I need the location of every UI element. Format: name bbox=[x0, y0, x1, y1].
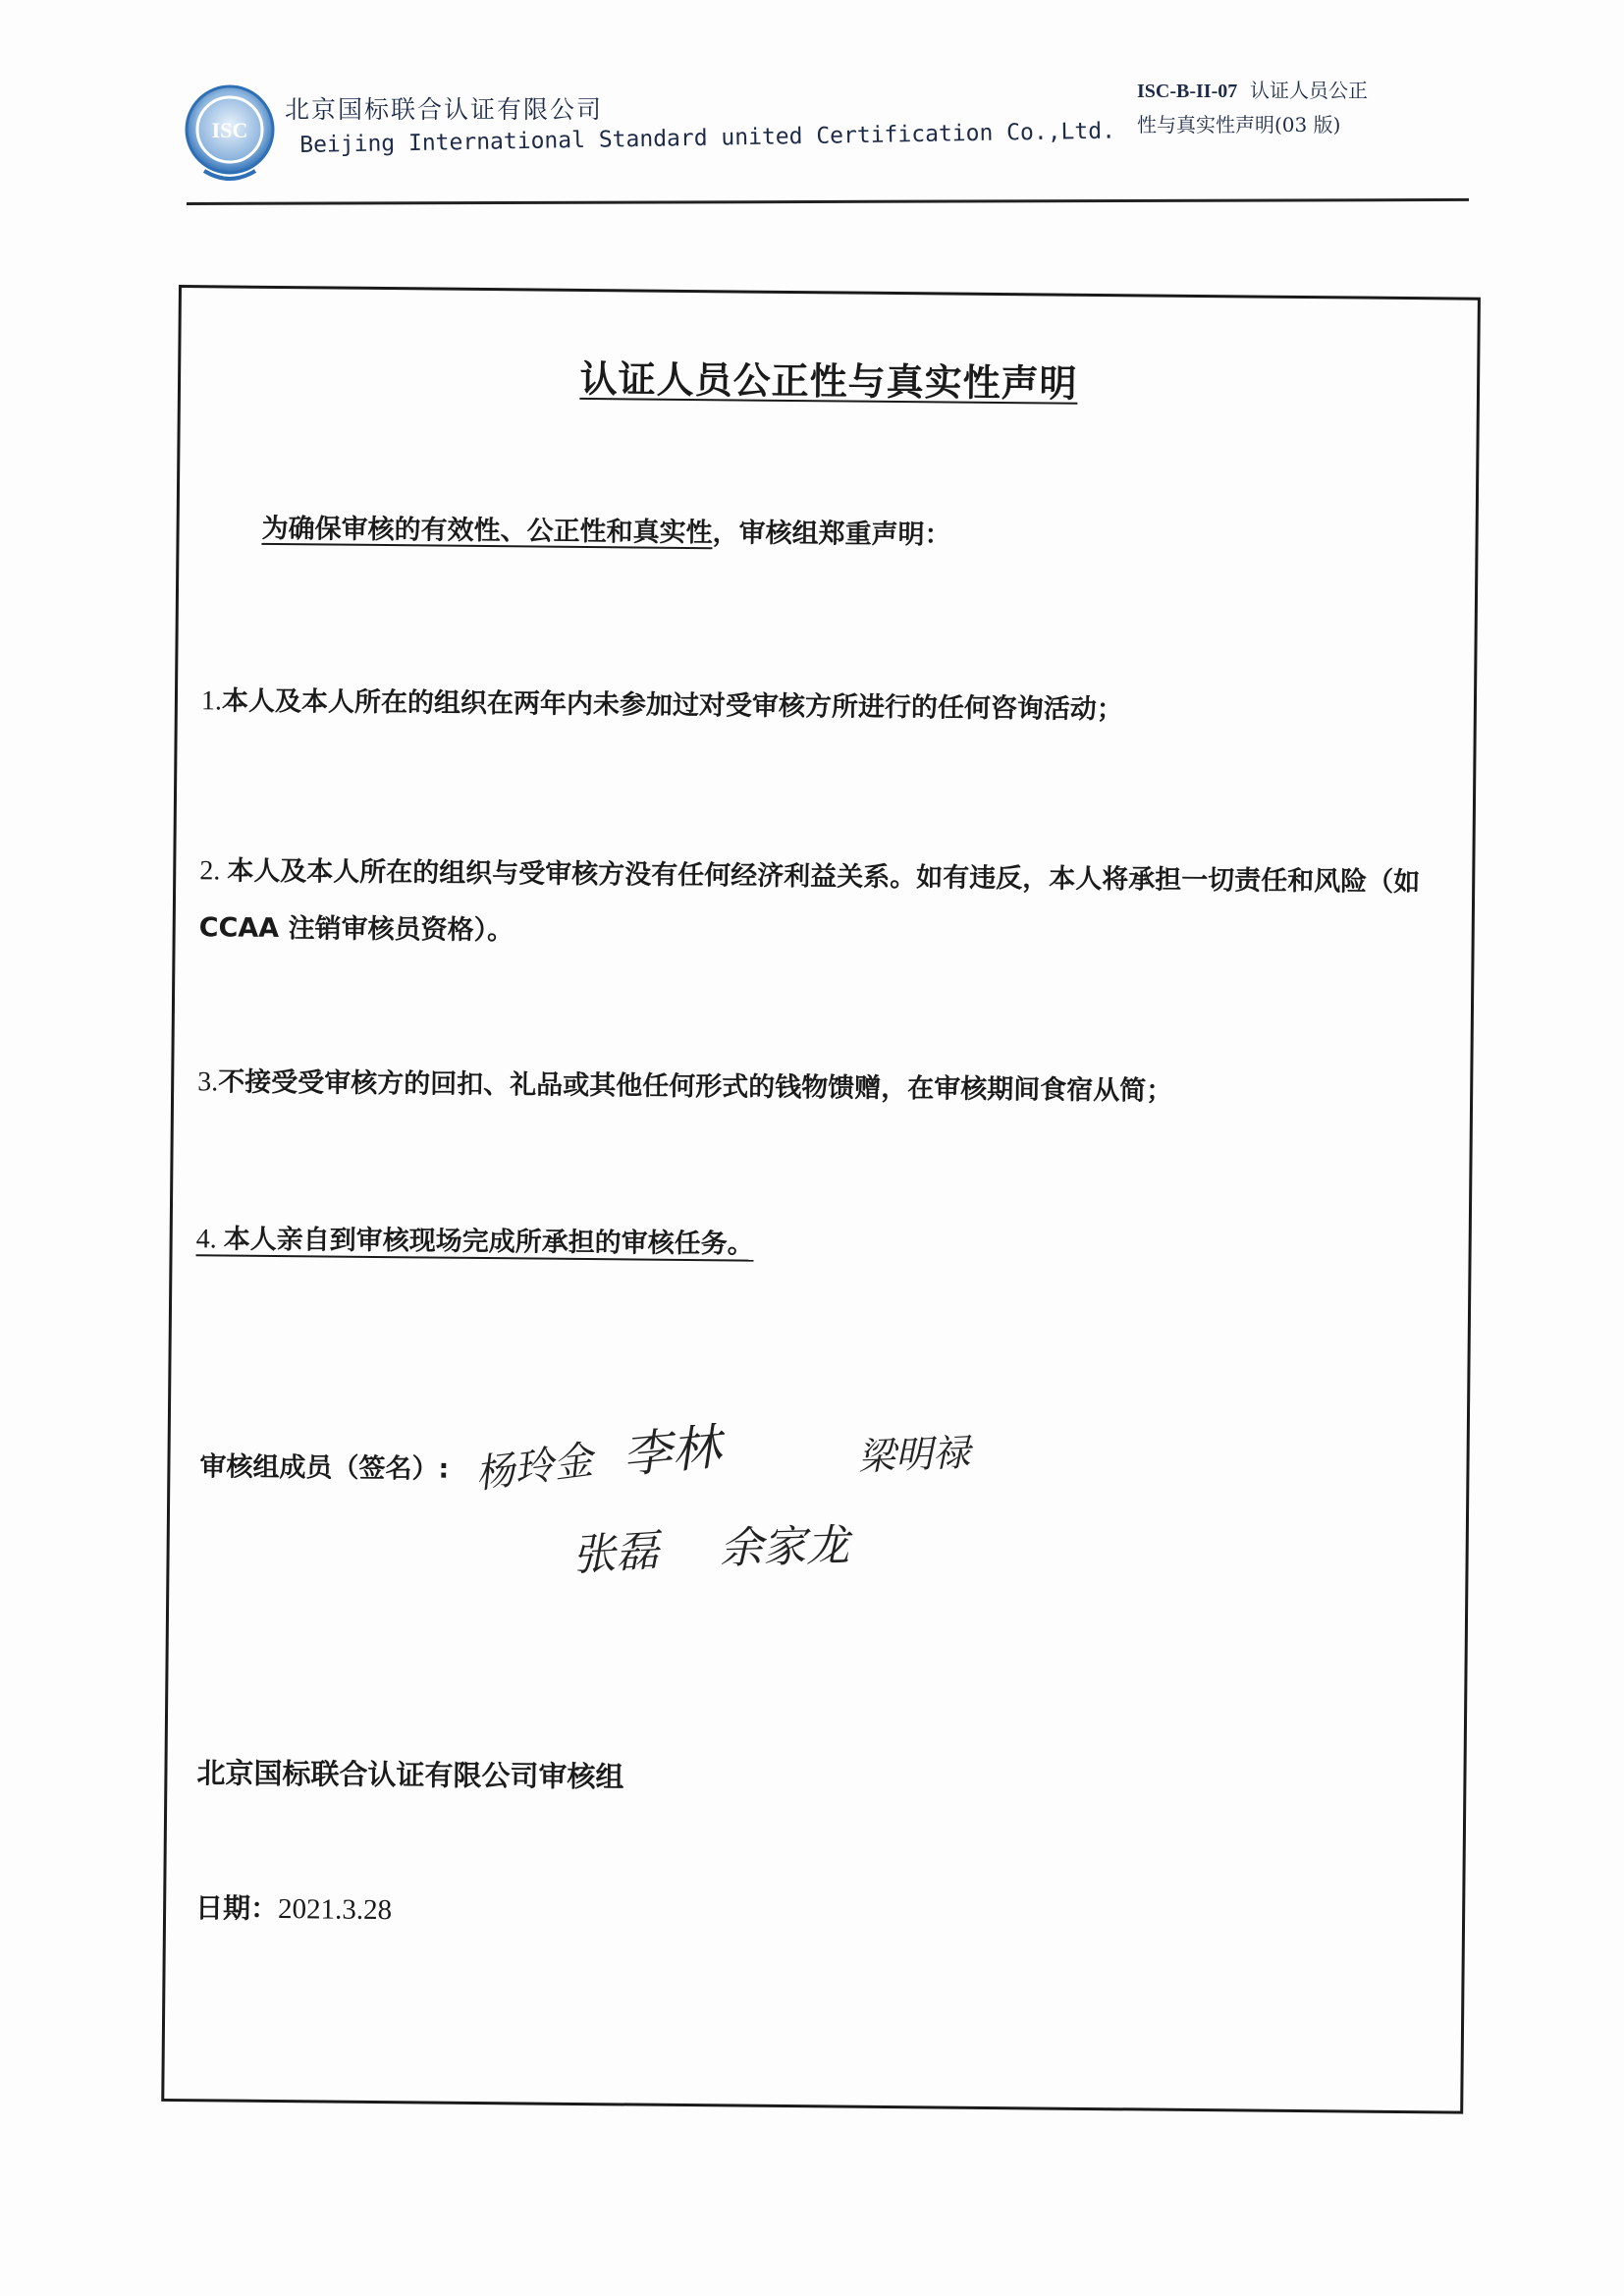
clause-1: 1.本人及本人所在的组织在两年内未参加过对受审核方所进行的任何咨询活动； bbox=[200, 685, 1124, 726]
intro-underlined: 为确保审核的有效性、公正性和真实性 bbox=[261, 513, 713, 549]
clause-2: 2. 本人及本人所在的组织与受审核方没有任何经济利益关系。如有违反，本人将承担一切责任和风险（如 CCAA 注销审核员资格）。 bbox=[198, 855, 1421, 947]
signature-1: 杨玲金 bbox=[472, 1437, 596, 1499]
isc-logo-icon bbox=[183, 81, 277, 189]
clause-3: 3.不接受受审核方的回扣、礼品或其他任何形式的钱物馈赠，在审核期间食宿从简； bbox=[197, 1066, 1173, 1107]
svg-text:ISC: ISC bbox=[211, 118, 248, 142]
intro-rest: ，审核组郑重声明： bbox=[712, 518, 951, 551]
company-name-en: Beijing International Standard united Certification Co.,Ltd. bbox=[299, 118, 1116, 158]
signatures-area bbox=[473, 1400, 1025, 1592]
date-line bbox=[195, 1886, 392, 1928]
doc-code: ISC-B-II-07 bbox=[1137, 81, 1238, 102]
signature-4: 张磊 bbox=[570, 1525, 661, 1581]
page-header bbox=[0, 0, 1624, 216]
doc-title-line1: 认证人员公正 bbox=[1249, 79, 1368, 102]
clause-4: 4. 本人亲自到审核现场完成所承担的审核任务。 bbox=[195, 1224, 754, 1260]
intro-statement bbox=[261, 507, 950, 552]
date-value: 2021.3.28 bbox=[277, 1893, 393, 1927]
header-divider bbox=[187, 198, 1469, 205]
document-code-block bbox=[1137, 74, 1461, 141]
audit-team-organization: 北京国标联合认证有限公司审核组 bbox=[196, 1756, 624, 1794]
document-title: 认证人员公正性与真实性声明 bbox=[579, 356, 1078, 406]
signature-3: 梁明禄 bbox=[856, 1430, 971, 1479]
doc-title-line2: 性与真实性声明(03 版) bbox=[1137, 113, 1341, 137]
declaration-frame bbox=[161, 285, 1481, 2114]
signature-5: 余家龙 bbox=[719, 1520, 850, 1574]
signature-2: 李林 bbox=[620, 1418, 724, 1485]
company-name-cn: 北京国标联合认证有限公司 bbox=[285, 95, 604, 124]
signature-label: 审核组成员（签名）: bbox=[199, 1451, 450, 1485]
date-label: 日期： bbox=[194, 1891, 279, 1926]
